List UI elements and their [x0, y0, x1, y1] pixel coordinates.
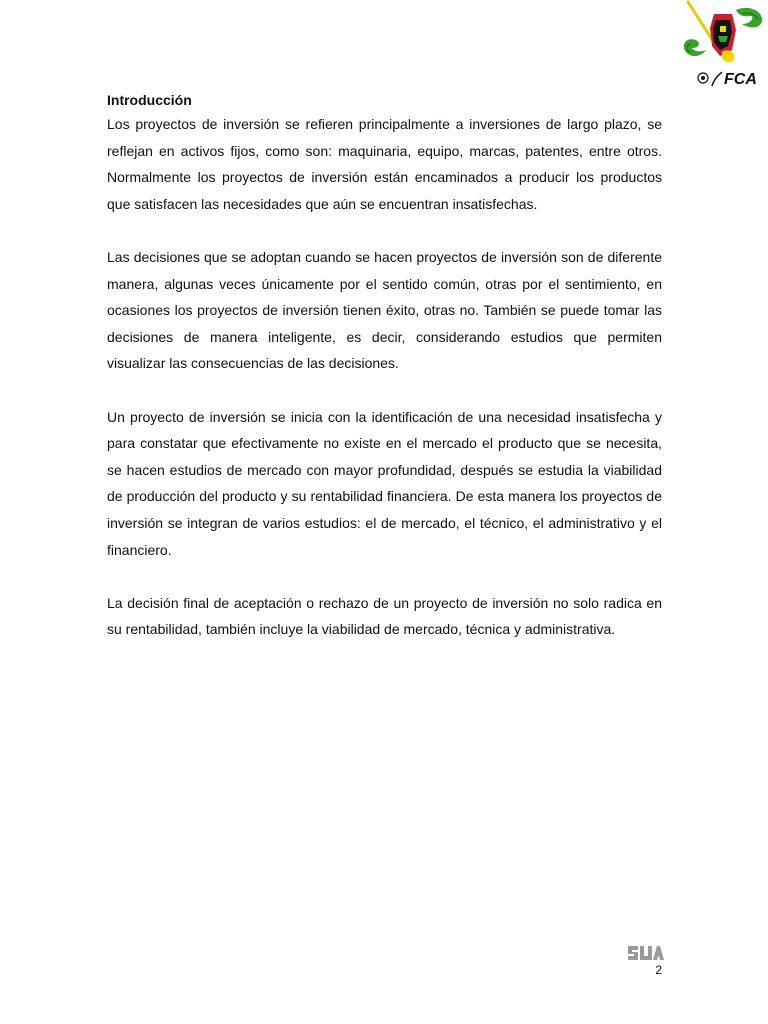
fca-logo-icon — [676, 0, 768, 92]
document-body — [107, 90, 662, 669]
paragraph-2: Las decisiones que se adoptan cuando se hacen proyectos de inversión son de diferente manera, algunas veces únicamente por el sentido común, otras por el sentimiento, en ocasiones los proyectos de inversión tienen éxito, otras no. También se puede tomar las decisiones de manera inteligente, es decir, considerando estudios que permiten visualizar las consecuencias de las decisiones. — [107, 248, 662, 372]
paragraph-3: Un proyecto de inversión se inicia con la identificación de una necesidad insatisfecha y para constatar que efectivamente no existe en el mercado el producto que se necesita, se hacen estudios de mercado con mayor profundidad, después se estudia la viabilidad de producción del producto y su rentabilidad financiera. De esta manera los proyectos de inversión se integran de varios estudios: el de mercado, el técnico, el administrativo y el financiero. — [107, 408, 662, 558]
section-heading: Introducción — [107, 92, 192, 108]
page-number: 2 — [655, 963, 662, 977]
svg-text:FCA: FCA — [724, 71, 757, 88]
paragraph-1: Los proyectos de inversión se refieren principalmente a inversiones de largo plazo, se reflejan en activos fijos, como son: maquinaria, equipo, marcas, patentes, entre otros. Normalmente los proyectos de inversión están encaminados a producir los productos que satisfacen las necesidades que aún se encuentran insatisfechas. — [107, 116, 662, 212]
svg-text:SUA: SUA — [626, 944, 629, 945]
paragraph-4: La decisión final de aceptación o rechazo de un proyecto de inversión no solo radica en su rentabilidad, también incluye la viabilidad de mercado, técnica y administrativa. — [107, 594, 662, 638]
sua-logo-icon — [626, 944, 664, 962]
